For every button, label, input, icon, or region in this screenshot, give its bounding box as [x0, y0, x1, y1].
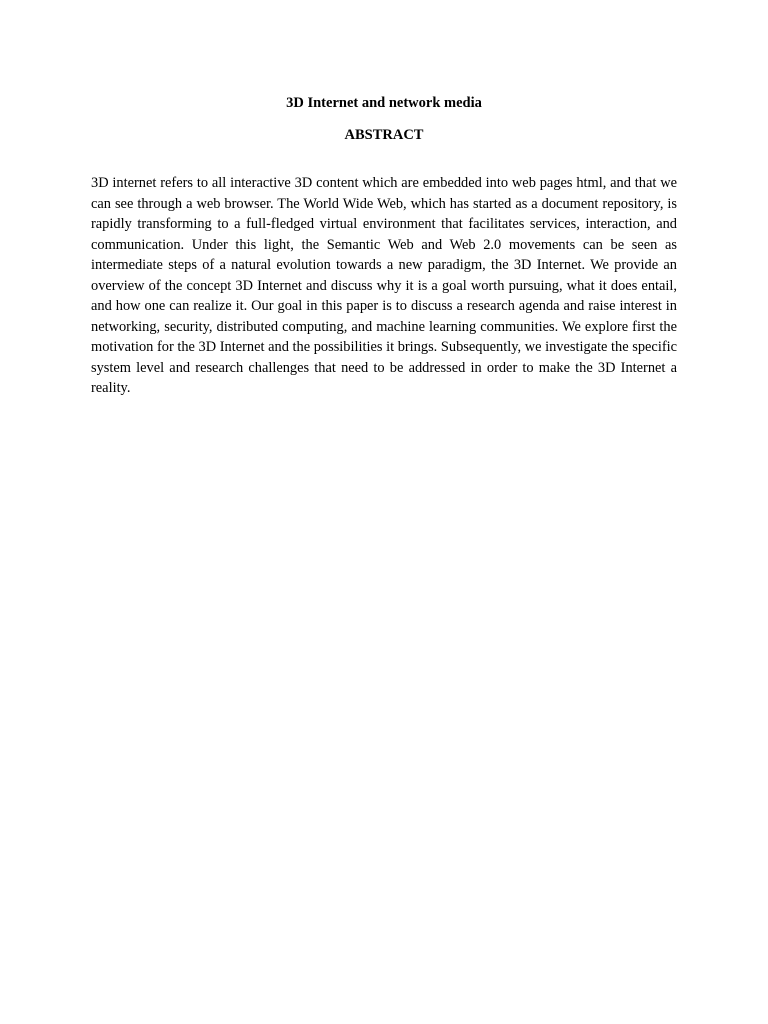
abstract-paragraph: 3D internet refers to all interactive 3D content which are embedded into web pages html, and that we can see through a web browser. The World Wide Web, which has started as a document repository, is rapidly transforming to a full-fledged virtual environment that facilitates services, interaction, and communication. Under this light, the Semantic Web and Web 2.0 movements can be seen as intermediate steps of a natural evolution towards a new paradigm, the 3D Internet. We provide an overview of the concept 3D Internet and discuss why it is a goal worth pursuing, what it does entail, and how one can realize it. Our goal in this paper is to discuss a research agenda and raise interest in networking, security, distributed computing, and machine learning communities. We explore first the motivation for the 3D Internet and the possibilities it brings. Subsequently, we investigate the specific system level and research challenges that need to be addressed in order to make the 3D Internet a reality.	[91, 175, 677, 397]
abstract-heading: ABSTRACT	[344, 127, 424, 143]
document-title: 3D Internet and network media	[286, 95, 482, 111]
